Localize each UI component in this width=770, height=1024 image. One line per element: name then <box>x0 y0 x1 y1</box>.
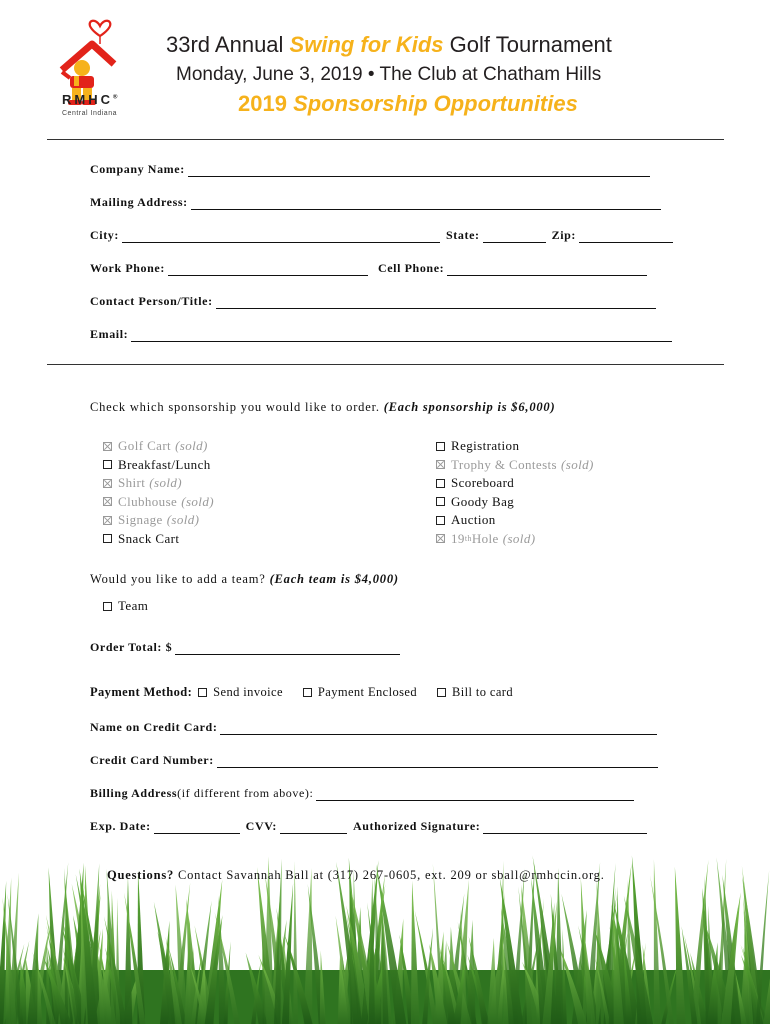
option-breakfast-lunch[interactable]: Breakfast/Lunch <box>103 456 214 475</box>
email-field[interactable]: Email: <box>90 327 672 342</box>
checkbox[interactable] <box>198 688 207 697</box>
divider-middle <box>47 364 724 365</box>
option-trophy-contests[interactable]: Trophy & Contests (sold) <box>436 456 594 475</box>
option-team[interactable]: Team <box>103 597 148 616</box>
logo-tagline: Central Indiana <box>62 110 117 117</box>
option-scoreboard[interactable]: Scoreboard <box>436 474 594 493</box>
checkbox-sold <box>103 442 112 451</box>
option-auction[interactable]: Auction <box>436 511 594 530</box>
option-clubhouse[interactable]: Clubhouse (sold) <box>103 493 214 512</box>
option-golf-cart[interactable]: Golf Cart (sold) <box>103 437 214 456</box>
payment-enclosed[interactable]: Payment Enclosed <box>303 685 417 700</box>
checkbox-sold <box>103 479 112 488</box>
option-shirt[interactable]: Shirt (sold) <box>103 474 214 493</box>
option-snack-cart[interactable]: Snack Cart <box>103 530 214 549</box>
company-name-field[interactable]: Company Name: <box>90 162 650 177</box>
questions-footer: Questions? Contact Savannah Ball at (317) 267-0605, ext. 209 or sball@rmhccin.org. <box>107 868 605 882</box>
sponsorship-options-left <box>103 437 214 548</box>
option-19th-hole[interactable]: 19 th Hole (sold) <box>436 530 594 549</box>
sponsorship-prompt: Check which sponsorship you would like to order. (Each sponsorship is $6,000) <box>90 400 556 414</box>
event-subtitle: Monday, June 3, 2019 • The Club at Chatham Hills <box>176 64 602 85</box>
checkbox-sold <box>103 516 112 525</box>
checkbox-sold <box>436 534 445 543</box>
option-goody-bag[interactable]: Goody Bag <box>436 493 594 512</box>
billing-address-field[interactable]: Billing Address (if different from above): <box>90 786 634 801</box>
checkbox[interactable] <box>103 460 112 469</box>
mailing-address-field[interactable]: Mailing Address: <box>90 195 661 210</box>
exp-cvv-signature-row[interactable]: Exp. Date: CVV: Authorized Signature: <box>90 819 647 834</box>
payment-method-row <box>90 685 533 700</box>
logo-wordmark: RMHC® <box>62 92 121 107</box>
option-signage[interactable]: Signage (sold) <box>103 511 214 530</box>
phone-row[interactable]: Work Phone: Cell Phone: <box>90 261 647 276</box>
checkbox-sold <box>103 497 112 506</box>
sponsorship-options-right <box>436 437 594 548</box>
contact-person-field[interactable]: Contact Person/Title: <box>90 294 656 309</box>
checkbox[interactable] <box>303 688 312 697</box>
page-heading: 2019 Sponsorship Opportunities <box>238 91 578 116</box>
checkbox-sold <box>436 460 445 469</box>
team-prompt: Would you like to add a team? (Each team is $4,000) <box>90 572 399 586</box>
checkbox[interactable] <box>436 442 445 451</box>
divider-top <box>47 139 724 140</box>
payment-method-label: Payment Method: <box>90 685 193 699</box>
checkbox[interactable] <box>436 516 445 525</box>
city-state-zip-row[interactable]: City: State: Zip: <box>90 228 673 243</box>
checkbox[interactable] <box>103 534 112 543</box>
checkbox[interactable] <box>436 497 445 506</box>
payment-send-invoice[interactable]: Send invoice <box>198 685 283 700</box>
card-number-field[interactable]: Credit Card Number: <box>90 753 658 768</box>
order-total-field[interactable]: Order Total: $ <box>90 640 400 655</box>
payment-bill-to-card[interactable]: Bill to card <box>437 685 513 700</box>
event-title: 33rd Annual Swing for Kids Golf Tournament <box>166 32 612 57</box>
name-on-card-field[interactable]: Name on Credit Card: <box>90 720 657 735</box>
checkbox[interactable] <box>436 479 445 488</box>
checkbox[interactable] <box>103 602 112 611</box>
checkbox[interactable] <box>437 688 446 697</box>
option-registration[interactable]: Registration <box>436 437 594 456</box>
